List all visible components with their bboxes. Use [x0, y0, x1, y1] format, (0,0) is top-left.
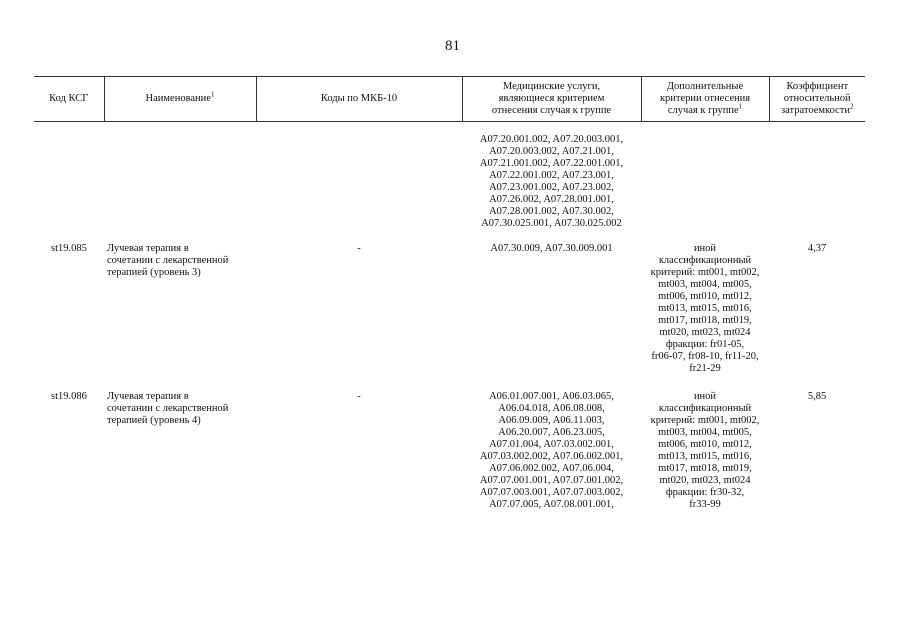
name-line: Лучевая терапия в: [107, 243, 189, 254]
cell-kod: st19.086: [51, 391, 87, 402]
header-kod: [34, 77, 104, 122]
dop-line: mt020, mt023, mt024: [659, 475, 751, 486]
service-line: A07.26.002, A07.28.001.001,: [489, 194, 614, 205]
header-dop: [641, 77, 769, 122]
header-koef-line: [772, 102, 864, 117]
service-line: A07.30.009, A07.30.009.001: [490, 243, 613, 254]
dop-line: классификационный: [658, 255, 752, 266]
dop-line: mt006, mt010, mt012,: [658, 291, 752, 302]
header-mkb: [256, 77, 462, 122]
dop-line: mt003, mt004, mt005,: [658, 279, 752, 290]
dop-line: классификационный: [658, 403, 752, 414]
cell-dop: [641, 122, 769, 244]
header-dop-line: Дополнительные: [666, 81, 744, 92]
cell-koef: 5,85: [807, 391, 827, 402]
header-kod-text: Код КСГ: [49, 93, 89, 104]
service-line: A07.22.001.002, A07.23.001,: [489, 170, 614, 181]
service-line: A07.30.025.001, A07.30.025.002: [481, 218, 622, 229]
dop-line: критерий: mt001, mt002,: [650, 415, 760, 426]
service-line: A07.20.003.002, A07.21.001,: [489, 146, 614, 157]
cell-dop: [641, 243, 769, 391]
table-row: [34, 391, 865, 511]
cell-koef: 4,37: [807, 243, 827, 254]
cell-koef: [769, 122, 865, 244]
header-name: [104, 77, 256, 122]
dop-line: mt013, mt015, mt016,: [658, 303, 752, 314]
dop-line: fr06-07, fr08-10, fr11-20,: [651, 351, 759, 362]
header-mkb-text: Коды по МКБ-10: [320, 93, 398, 104]
cell-mkb: -: [357, 391, 361, 402]
dop-line: mt006, mt010, mt012,: [658, 439, 752, 450]
dop-line: mt003, mt004, mt005,: [658, 427, 752, 438]
dop-line: иной: [693, 243, 717, 254]
header-dop-line: [644, 102, 767, 117]
dop-line: mt017, mt018, mt019,: [658, 463, 752, 474]
service-line: A06.01.007.001, A06.03.065,: [489, 391, 614, 402]
dop-line: mt013, mt015, mt016,: [658, 451, 752, 462]
header-services: [462, 77, 641, 122]
table-header-row: [34, 77, 865, 122]
cell-services: [462, 391, 641, 511]
name-line: сочетании с лекарственной: [107, 403, 229, 414]
service-line: A07.07.003.001, A07.07.003.002,: [479, 487, 624, 498]
cell-services: [462, 243, 641, 391]
dop-line: критерий: mt001, mt002,: [650, 267, 760, 278]
header-koef-line: Коэффициент: [786, 81, 849, 92]
service-line: A07.07.005, A07.08.001.001,: [489, 499, 614, 510]
cell-mkb: -: [357, 243, 361, 254]
service-line: A06.20.007, A06.23.005,: [498, 427, 605, 438]
service-line: A07.28.001.002, A07.30.002,: [489, 206, 614, 217]
header-dop-line: критерии отнесения: [659, 93, 751, 104]
name-line: терапией (уровень 4): [107, 415, 201, 426]
service-line: A07.01.004, A07.03.002.001,: [489, 439, 614, 450]
name-line: сочетании с лекарственной: [107, 255, 229, 266]
cell-kod: st19.085: [51, 243, 87, 254]
table-row: [34, 243, 865, 391]
header-dop-last-text: случая к группе: [667, 105, 739, 116]
cell-services: [462, 122, 641, 244]
service-line: A07.23.001.002, A07.23.002,: [489, 182, 614, 193]
header-services-line: Медицинские услуги,: [502, 81, 601, 92]
ksg-table: [34, 76, 865, 511]
cell-name: [104, 122, 256, 244]
page-number: 81: [445, 38, 460, 54]
header-name-footnote: 1: [210, 90, 215, 99]
header-name-text: Наименование: [145, 93, 211, 104]
dop-line: fr33-99: [689, 499, 721, 510]
header-koef-line: относительной: [783, 93, 851, 104]
service-line: A06.09.009, A06.11.003,: [498, 415, 605, 426]
header-services-line: отнесения случая к группе: [491, 105, 612, 116]
table-row-continuation: [34, 122, 865, 244]
service-line: A07.20.001.002, A07.20.003.001,: [479, 134, 624, 145]
dop-line: фракции: fr30-32,: [665, 487, 745, 498]
header-koef-footnote: 2: [849, 102, 854, 111]
dop-line: фракции: fr01-05,: [665, 339, 745, 350]
dop-line: mt017, mt018, mt019,: [658, 315, 752, 326]
header-dop-footnote: 1: [738, 102, 743, 111]
header-services-line: являющиеся критерием: [498, 93, 605, 104]
service-line: A07.07.001.001, A07.07.001.002,: [479, 475, 624, 486]
header-koef-last-text: затратоемкости: [781, 105, 850, 116]
service-line: A07.06.002.002, A07.06.004,: [489, 463, 614, 474]
cell-dop: [641, 391, 769, 511]
cell-name: [104, 391, 256, 511]
cell-mkb: [256, 122, 462, 244]
service-line: A07.03.002.002, A07.06.002.001,: [479, 451, 624, 462]
dop-line: mt020, mt023, mt024: [659, 327, 751, 338]
cell-name: [104, 243, 256, 391]
header-koef: [769, 77, 865, 122]
name-line: Лучевая терапия в: [107, 391, 189, 402]
name-line: терапией (уровень 3): [107, 267, 201, 278]
service-line: A06.04.018, A06.08.008,: [498, 403, 605, 414]
dop-line: иной: [693, 391, 717, 402]
cell-kod: [34, 122, 104, 244]
service-line: A07.21.001.002, A07.22.001.001,: [479, 158, 624, 169]
dop-line: fr21-29: [689, 363, 721, 374]
